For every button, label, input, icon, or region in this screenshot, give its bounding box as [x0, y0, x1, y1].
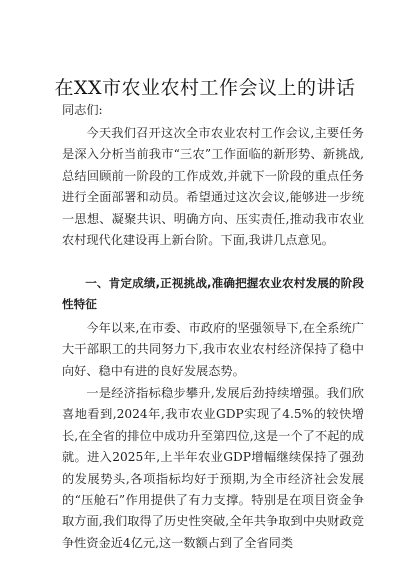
document-title: 在XX市农业农村工作会议上的讲话	[54, 77, 356, 99]
paragraph-intro: 今天我们召开这次全市农业农村工作会议,主要任务是深入分析当前我市“三农”工作面临的新形势、新挑战,总结回顾前一阶段的工作成效,并就下一阶段的重点任务进行全面部署和动员。希望通过这次会议,能够进一步统一思想、凝聚共识、明确方向、压实责任,推动我市农业农村现代化建设再上新台阶。下面,我讲几点意见。	[62, 126, 364, 248]
section-heading-1: 一、肯定成绩,正视挑战,准确把握农业农村发展的阶段性特征	[62, 276, 364, 312]
salutation: 同志们:	[62, 103, 103, 117]
paragraph-economic-indicators: 一是经济指标稳步攀升,发展后劲持续增强。我们欣喜地看到,2024年,我市农业GDP实现了4.5%的较快增长,在全省的排位中成功升至第四位,这是一个了不起的成就。进入2025年,上半年农业GDP增幅继续保持了强劲的发展势头,各项指标均好于预期,为全市经济社会发展的“压舱石”作用提供了有力支撑。特别是在项目资金争取方面,我们取得了历史性突破,全年共争取到中央财政竞争性资金近4亿元,这一数额占到了全省同类	[62, 386, 364, 550]
paragraph-achievements: 今年以来,在市委、市政府的坚强领导下,在全系统广大干部职工的共同努力下,我市农业农村经济保持了稳中向好、稳中有进的良好发展态势。	[62, 321, 364, 378]
